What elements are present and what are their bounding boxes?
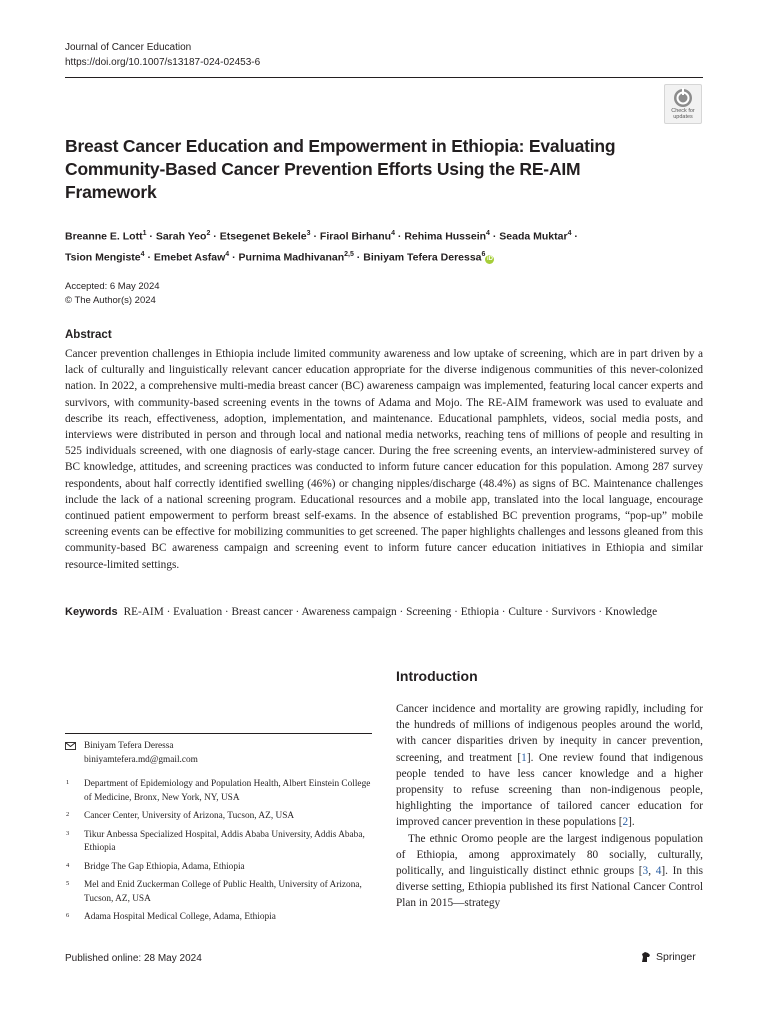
affiliation-number: 6 xyxy=(66,912,70,919)
abstract-text: Cancer prevention challenges in Ethiopia include limited community awareness and low uptake of screening, which are in part driven by a lack of culturally and linguistically relevant cancer education appropriate for the diverse indigenous communities of this never-colonized nation. In 2022, a comprehensive multi-media breast cancer (BC) awareness campaign was implemented, featuring local cancer experts and survivors, with community-based screening events in the towns of Adama and Mojo. The RE-AIM framework was used to evaluate and describe its reach, effectiveness, adoption, implementation, and maintenance. Educational pamphlets, videos, social media posts, and interviews were distributed in person and through local and national media networks, reaching tens of millions of people and resulting in 525 individuals screened, with one diagnosis of early-stage cancer. During the free screening events, an interview-administered survey of BC knowledge, attitudes, and screening practices was conducted to inform future cancer education for this population. Among 287 survey respondents, about half correctly identified swelling (46%) or changing nipples/discharge (48.4%) as signs of BC. Maintenance challenges include the lack of a national screening program. Educational resources and a mobile app, translated into the local language, encourage continued patient empowerment to perform breast self-exams. In the absence of established BC prevention programs, “pop-up” mobile screening events can be effective for mobilizing communities to get screened. The paper highlights challenges and lessons gleaned from this community-based BC awareness campaign and screening event to inform future cancer education initiatives in Ethiopia and similar resource-limited settings. xyxy=(65,348,703,571)
text-run: ]. xyxy=(628,816,635,829)
introduction-text xyxy=(396,701,703,912)
author-affiliation-ref: 6 xyxy=(481,250,486,258)
affiliation-text: Cancer Center, University of Arizona, Tucson, AZ, USA xyxy=(84,811,295,821)
citation-link[interactable]: 1 xyxy=(521,751,527,764)
text-run: The ethnic Oromo people are the largest indigenous population of Ethiopia, among approximately 80 socially, culturally, politically, and linguistically distinct ethnic groups [ xyxy=(396,832,703,878)
check-updates-icon xyxy=(673,88,693,108)
author-affiliation-ref: 4 xyxy=(225,250,230,258)
author-name[interactable]: Firaol Birhanu xyxy=(319,230,392,243)
paragraph xyxy=(396,701,703,831)
keywords-label: Keywords xyxy=(65,606,118,618)
corresponding-author xyxy=(65,740,372,767)
author-name[interactable]: Seada Muktar xyxy=(499,230,568,243)
affiliation-number: 5 xyxy=(66,880,70,887)
text-run: ]. One review found that indigenous people tended to have less cancer knowledge and a higher propensity to refuse screening than non-indigenous people, highlighting the importance of tailored cancer education for improved cancer prevention in these populations [ xyxy=(396,751,704,829)
author-affiliation-ref: 4 xyxy=(140,250,145,258)
text-run: , xyxy=(648,865,656,878)
corresponding-author-email[interactable]: biniyamtefera.md@gmail.com xyxy=(84,754,198,765)
keywords-text: RE-AIM · Evaluation · Breast cancer · Awareness campaign · Screening · Ethiopia · Culture · Survivors · Knowledge xyxy=(123,606,658,618)
text-run: ]. In this diverse setting, Ethiopia published its first National Cancer Control Plan in 2015—strategy xyxy=(396,865,704,910)
affiliation-item xyxy=(65,879,372,906)
envelope-icon xyxy=(65,742,76,750)
published-online-date: Published online: 28 May 2024 xyxy=(65,953,202,964)
keywords xyxy=(65,604,703,621)
check-updates-line1: Check for xyxy=(671,108,695,114)
footnote-divider xyxy=(65,733,372,734)
affiliation-item xyxy=(65,778,372,805)
affiliation-number: 3 xyxy=(66,829,70,837)
affiliation-item xyxy=(65,810,372,824)
affiliation-number: 4 xyxy=(66,861,70,869)
affiliation-text: Mel and Enid Zuckerman College of Public Health, University of Arizona, Tucson, AZ, USA xyxy=(84,880,362,904)
affiliation-item xyxy=(65,829,372,856)
author-name[interactable]: Emebet Asfaw xyxy=(153,251,226,263)
copyright-notice: © The Author(s) 2024 xyxy=(65,295,156,306)
author-affiliation-ref: 1 xyxy=(142,230,147,237)
author-list: Breanne E. Lott$^1$ · Sarah Yeo$^2$ · Etsegenet Bekele$^3$ · Firaol Birhanu$^4$ · Rehima Hussein$^4$ · Seada Muktar$^4$ · Tsion Mengiste$^4$ · Emebet Asfaw$^4$ · Purnima Madhivanan$^{2,5}$ · Biniyam Tefera Deressa$^6$iD xyxy=(65,230,578,263)
paper-title: Breast Cancer Education and Empowerment in Ethiopia: Evaluating Community-Based Cancer Prevention Efforts Using the RE-AIM Framework xyxy=(65,136,616,202)
author-affiliation-ref: 2 xyxy=(206,230,211,237)
check-for-updates-badge[interactable] xyxy=(664,84,702,124)
publisher-logo xyxy=(640,951,696,963)
affiliation-number: 2 xyxy=(66,811,70,818)
article-dates xyxy=(65,280,160,308)
author-name[interactable]: Rehima Hussein xyxy=(404,230,487,243)
author-name[interactable]: Tsion Mengiste xyxy=(65,251,141,263)
paragraph xyxy=(396,831,703,912)
citation-link[interactable]: 4 xyxy=(655,865,662,878)
abstract-heading: Abstract xyxy=(65,329,112,341)
citation-link[interactable]: 3 xyxy=(642,865,649,878)
orcid-icon[interactable]: iD xyxy=(486,256,493,262)
affiliation-item xyxy=(65,861,372,875)
author-name[interactable]: Etsegenet Bekele xyxy=(219,230,307,243)
introduction-heading: Introduction xyxy=(396,668,478,684)
citation-link[interactable]: 2 xyxy=(622,816,629,829)
springer-horse-icon xyxy=(640,951,652,963)
affiliation-text: Department of Epidemiology and Population Health, Albert Einstein College of Medicine, Bronx, New York, NY, USA xyxy=(84,779,371,803)
journal-header xyxy=(65,40,260,70)
affiliation-text: Bridge The Gap Ethiopia, Adama, Ethiopia xyxy=(84,861,245,872)
author-affiliation-ref: 3 xyxy=(306,230,311,237)
check-updates-line2: updates xyxy=(673,114,693,120)
affiliation-text: Tikur Anbessa Specialized Hospital, Addis Ababa University, Addis Ababa, Ethiopia xyxy=(84,829,365,853)
affiliations-list xyxy=(65,778,372,930)
doi-link[interactable]: https://doi.org/10.1007/s13187-024-02453-6 xyxy=(65,57,261,68)
author-name[interactable]: Biniyam Tefera Deressa xyxy=(363,251,482,263)
affiliation-text: Adama Hospital Medical College, Adama, Ethiopia xyxy=(84,912,276,922)
publisher-name: Springer xyxy=(656,951,696,963)
author-name[interactable]: Sarah Yeo xyxy=(155,230,207,243)
affiliation-number: 1 xyxy=(66,779,70,786)
journal-name: Journal of Cancer Education xyxy=(65,42,192,53)
author-name[interactable]: Purnima Madhivanan xyxy=(238,251,345,263)
affiliation-item xyxy=(65,911,372,925)
header-divider xyxy=(65,77,703,78)
author-affiliation-ref: 4 xyxy=(567,230,572,237)
author-affiliation-ref: 4 xyxy=(486,230,490,237)
corresponding-author-name: Biniyam Tefera Deressa xyxy=(84,741,174,751)
text-run: Cancer incidence and mortality are growing rapidly, including for the hundreds of millions of indigenous peoples around the world, with cancer disparities driven by inequity in cancer prevention, screening, and treatment [ xyxy=(396,703,703,764)
author-affiliation-ref: 2,5 xyxy=(344,250,354,258)
accepted-date: Accepted: 6 May 2024 xyxy=(65,281,160,292)
author-affiliation-ref: 4 xyxy=(391,230,395,237)
author-name[interactable]: Breanne E. Lott xyxy=(65,230,143,243)
